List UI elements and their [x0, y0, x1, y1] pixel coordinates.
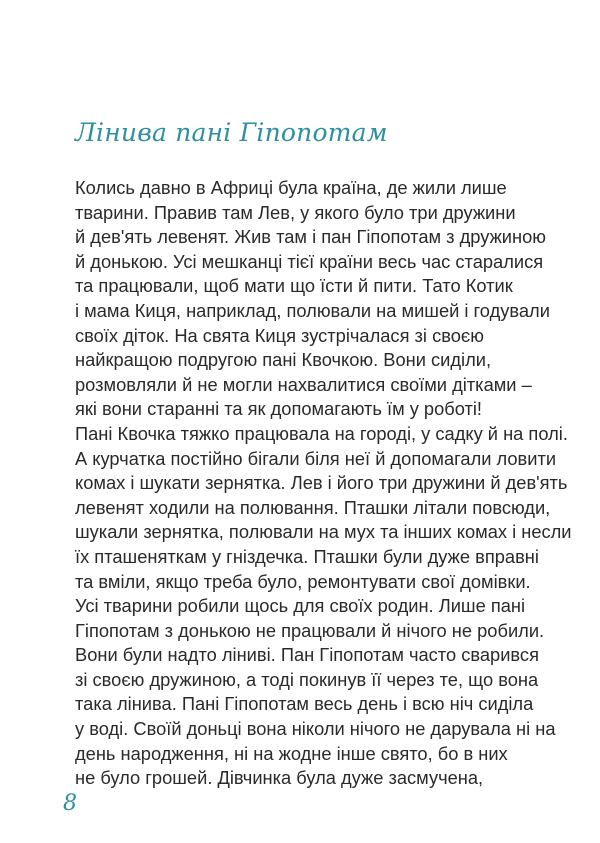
text-line: шукали зернятка, полювали на мух та інших комах і несли	[75, 521, 572, 543]
text-line: А курчатка постійно бігали біля неї й допомагали ловити	[75, 447, 557, 469]
text-line: день народження, ні на жодне інше свято, бо в них	[75, 742, 508, 764]
text-line: та вміли, якщо треба було, ремонтувати свої домівки.	[75, 570, 531, 592]
page-number: 8	[63, 791, 77, 816]
text-line: така лінива. Пані Гіпопотам весь день і всю ніч сиділа	[75, 693, 534, 715]
text-line: й дев'ять левенят. Жив там і пан Гіпопотам з дружиною	[75, 226, 546, 248]
chapter-body	[75, 176, 575, 791]
text-line: які вони старанні та як допомагають їм у роботі!	[75, 398, 483, 420]
text-line: їх пташеняткам у гніздечка. Пташки були дуже вправні	[75, 545, 539, 567]
text-line: Пані Квочка тяжко працювала на городі, у садку й на полі.	[75, 422, 568, 444]
text-line: комах і шукати зернятка. Лев і його три дружини й дев'ять	[75, 472, 568, 494]
text-line: Колись давно в Африці була країна, де жили лише	[75, 177, 507, 198]
text-line: і мама Киця, наприклад, полювали на мишей і годували	[75, 299, 550, 321]
text-line: тварини. Правив там Лев, у якого було три дружини	[75, 201, 516, 223]
text-line: найкращою подругою пані Квочкою. Вони сиділи,	[75, 349, 492, 371]
text-line: Усі тварини робили щось для своїх родин. Лише пані	[75, 595, 526, 617]
text-line: Вони були надто ліниві. Пан Гіпопотам часто сварився	[75, 644, 539, 666]
text-line: своїх діток. На свята Киця зустрічалася зі своєю	[75, 324, 484, 346]
text-line: та працювали, щоб мати що їсти й пити. Тато Котик	[75, 275, 513, 297]
text-line: у воді. Своїй доньці вона ніколи нічого не дарувала ні на	[75, 718, 556, 740]
text-line: левенят ходили на полювання. Пташки літали повсюди,	[75, 496, 551, 518]
text-line: й донькою. Усі мешканці тієї країни весь час старалися	[75, 250, 544, 272]
text-line: Гіпопотам з донькою не працювали й нічого не робили.	[75, 619, 545, 641]
text-line: не було грошей. Дівчинка була дуже засмучена,	[75, 767, 484, 789]
text-line: розмовляли й не могли нахвалитися своїми дітками –	[75, 373, 532, 395]
text-line: зі своєю дружиною, а тоді покинув її через те, що вона	[75, 668, 539, 690]
chapter-title: Лінива пані Гіпопотам	[75, 118, 388, 147]
